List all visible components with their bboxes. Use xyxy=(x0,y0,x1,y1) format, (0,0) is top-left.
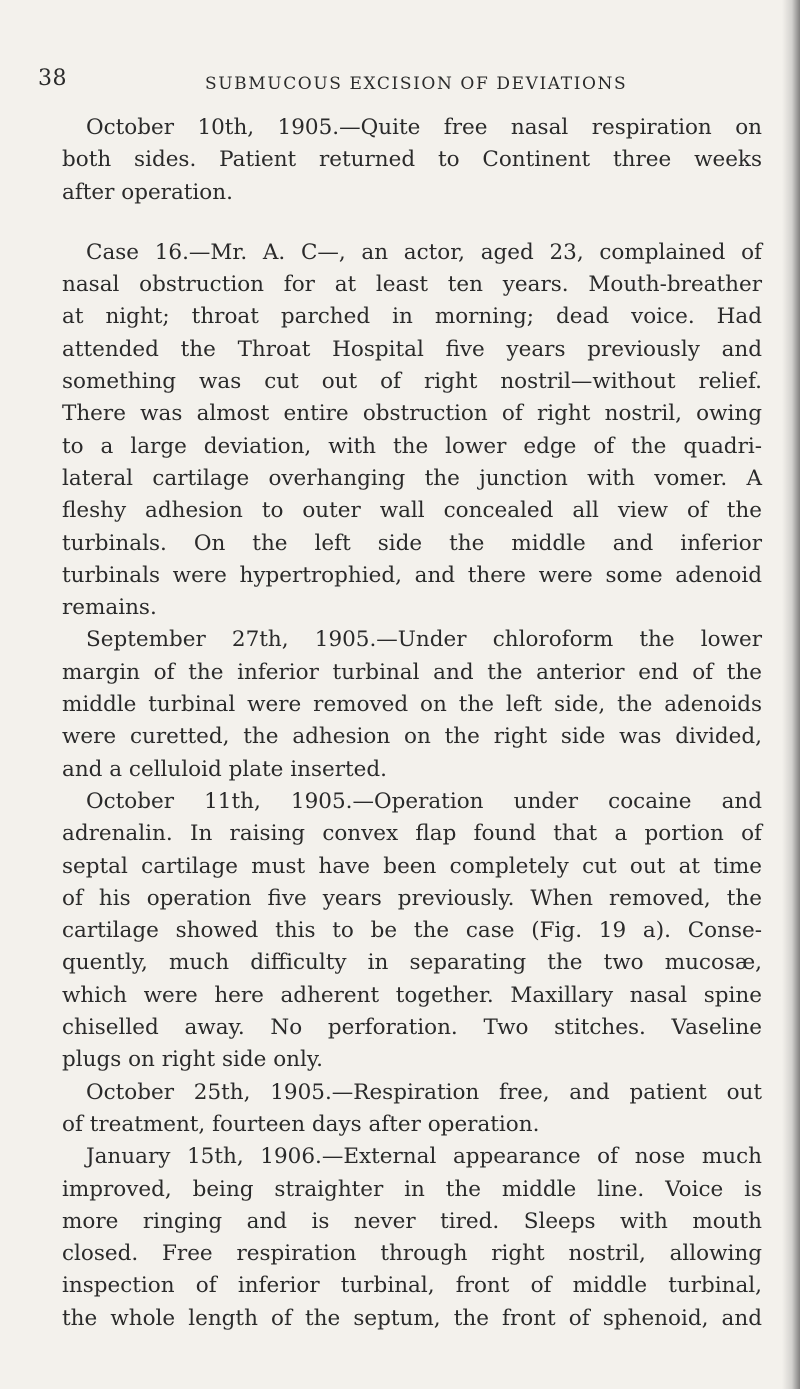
paragraph xyxy=(62,786,762,1077)
text-line: lateral cartilage overhanging the junction with vomer. A xyxy=(62,465,762,491)
text-line: of treatment, fourteen days after operation. xyxy=(62,1111,540,1137)
text-line: October 11th, 1905.—Operation under cocaine and xyxy=(86,788,762,814)
text-line: septal cartilage must have been completely cut out at time xyxy=(62,853,762,879)
text-line: the whole length of the septum, the front of sphenoid, and xyxy=(62,1305,762,1331)
text-line: which were here adherent together. Maxillary nasal spine xyxy=(62,982,762,1008)
page-number: 38 xyxy=(38,66,67,91)
paragraph xyxy=(62,1077,762,1142)
text-line: January 15th, 1906.—External appearance of nose much xyxy=(86,1144,762,1170)
text-line: of his operation five years previously. When removed, the xyxy=(62,885,762,911)
text-line: and a celluloid plate inserted. xyxy=(62,756,387,782)
text-line: September 27th, 1905.—Under chloroform the lower xyxy=(86,627,762,653)
text-line: nasal obstruction for at least ten years. Mouth-breather xyxy=(62,272,762,298)
text-line: attended the Throat Hospital five years previously and xyxy=(62,336,762,362)
text-line: chiselled away. No perforation. Two stitches. Vaseline xyxy=(62,1015,762,1041)
page-edge-shadow xyxy=(782,0,800,1389)
running-head: SUBMUCOUS EXCISION OF DEVIATIONS xyxy=(205,74,628,94)
text-line: fleshy adhesion to outer wall concealed all view of the xyxy=(62,498,762,524)
text-line: margin of the inferior turbinal and the anterior end of the xyxy=(62,659,762,685)
text-line: remains. xyxy=(62,595,157,621)
text-line: more ringing and is never tired. Sleeps with mouth xyxy=(62,1208,762,1234)
text-line: October 10th, 1905.—Quite free nasal respiration on xyxy=(86,115,762,140)
text-line: October 25th, 1905.—Respiration free, and patient out xyxy=(86,1079,762,1105)
text-line: something was cut out of right nostril—without relief. xyxy=(62,369,762,395)
text-line: at night; throat parched in morning; dead voice. Had xyxy=(62,304,762,330)
text-line: inspection of inferior turbinal, front of middle turbinal, xyxy=(62,1273,762,1299)
text-line: both sides. Patient returned to Continent three weeks xyxy=(62,147,762,173)
text-line: plugs on right side only. xyxy=(62,1047,324,1073)
text-line: after operation. xyxy=(62,179,233,205)
paragraph xyxy=(62,624,762,785)
text-line: were curetted, the adhesion on the right side was divided, xyxy=(62,724,762,750)
paragraph xyxy=(62,237,762,625)
body-text xyxy=(62,112,762,1335)
text-line: Case 16.—Mr. A. C—, an actor, aged 23, complained of xyxy=(86,239,762,265)
text-line: cartilage showed this to be the case (Fig. 19 a). Conse- xyxy=(62,918,762,944)
paragraph xyxy=(62,1141,762,1335)
text-line: closed. Free respiration through right nostril, allowing xyxy=(62,1241,762,1267)
paragraph xyxy=(62,112,762,209)
text-line: quently, much difficulty in separating the two mucosæ, xyxy=(62,950,762,976)
text-line: improved, being straighter in the middle line. Voice is xyxy=(62,1176,762,1202)
text-line: adrenalin. In raising convex flap found that a portion of xyxy=(62,821,762,847)
text-line: turbinals. On the left side the middle and inferior xyxy=(62,530,762,556)
text-line: middle turbinal were removed on the left side, the adenoids xyxy=(62,692,762,718)
text-line: turbinals were hypertrophied, and there were some adenoid xyxy=(62,562,762,588)
text-line: to a large deviation, with the lower edge of the quadri- xyxy=(62,433,762,459)
text-line: There was almost entire obstruction of right nostril, owing xyxy=(62,401,762,427)
